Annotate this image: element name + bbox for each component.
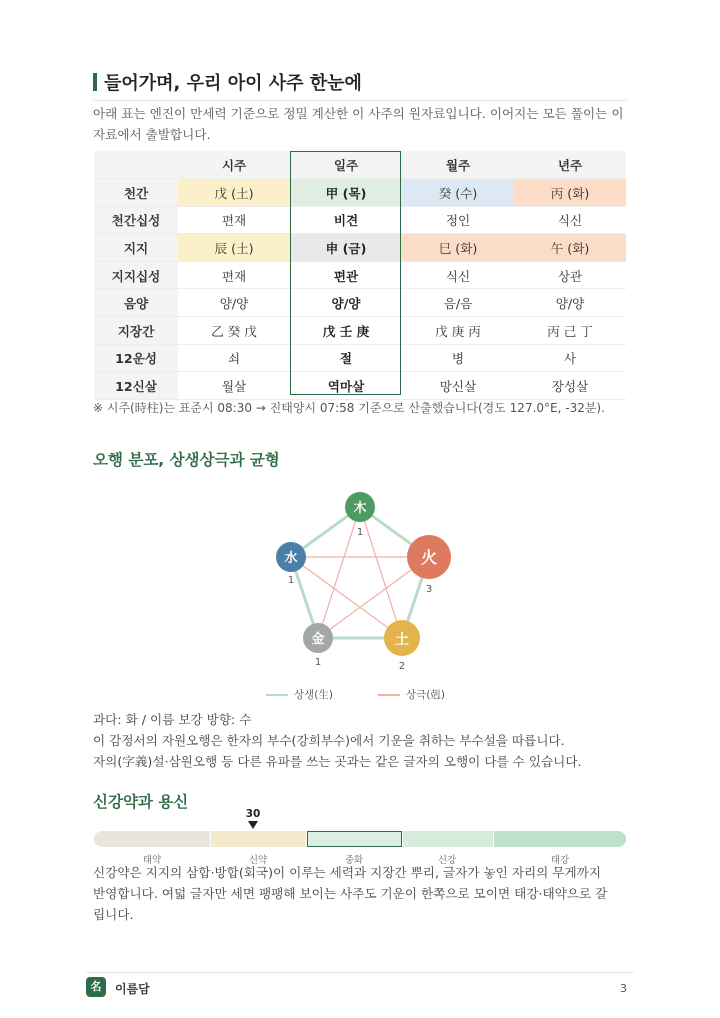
section-title-strength: 신강약과 용신: [93, 793, 189, 811]
table-cell: 음/음: [402, 289, 514, 317]
table-cell: 乙 癸 戊: [178, 316, 290, 344]
legend-control: [378, 687, 445, 702]
strength-segment-sinyak: [211, 831, 306, 847]
table-header-row: [94, 151, 626, 179]
brand-name: 이름담: [115, 982, 150, 996]
table-cell: 辰 (土): [178, 234, 290, 262]
table-row: [94, 344, 626, 372]
table-row: [94, 261, 626, 289]
table-cell: 양/양: [290, 289, 402, 317]
table-cell: 식신: [514, 206, 626, 234]
column-header: 월주: [402, 151, 514, 179]
water-glyph: 水: [284, 551, 298, 566]
column-header: 년주: [514, 151, 626, 179]
legend-generate: [266, 687, 333, 702]
table-corner: [94, 151, 178, 179]
table-cell: 癸 (수): [402, 179, 514, 207]
title-divider: [93, 100, 627, 101]
strength-segment-taeyak: [94, 831, 210, 847]
earth-count: 2: [398, 661, 406, 672]
fire-glyph: 火: [420, 548, 438, 567]
table-cell: 丙 (화): [514, 179, 626, 207]
strength-desc: 신강약은 지지의 삼합·방합(회국)이 이루는 세력과 지장간 뿌리, 글자가 놓인 자리의 무게까지 반영합니다. 여덟 글자만 세면 팽팽해 보이는 사주도 기운이 한쪽으로 모이면 태강·태약으로 갈립니다.: [93, 865, 608, 922]
table-cell: 상관: [514, 261, 626, 289]
row-label: 지지: [94, 234, 178, 262]
legend-control-swatch: [378, 694, 400, 696]
table-cell: 사: [514, 344, 626, 372]
five-elements-desc-2: 자의(字義)설·삼원오행 등 다른 유파를 쓰는 곳과는 같은 글자의 오행이 다를 수 있습니다.: [93, 754, 582, 769]
column-header: 일주: [290, 151, 402, 179]
row-label: 12운성: [94, 344, 178, 372]
metal-glyph: 金: [311, 632, 325, 647]
fire-count: 3: [425, 584, 433, 595]
table-cell: 절: [290, 344, 402, 372]
strength-marker-icon: [248, 821, 258, 829]
water-count: 1: [287, 575, 295, 586]
row-label: 음양: [94, 289, 178, 317]
table-cell: 편재: [178, 261, 290, 289]
footer-divider: [86, 972, 634, 973]
strength-bar: [94, 831, 626, 847]
table-cell: 戊 壬 庚: [290, 316, 402, 344]
row-label: 지장간: [94, 316, 178, 344]
strength-label-singang: 신강: [437, 855, 457, 866]
table-cell: 午 (화): [514, 234, 626, 262]
wood-count: 1: [356, 527, 364, 538]
table-cell: 역마살: [290, 372, 402, 400]
title-accent-bar: [93, 73, 97, 91]
table-row: [94, 316, 626, 344]
strength-segment-taegang: [494, 831, 626, 847]
table-cell: 丙 己 丁: [514, 316, 626, 344]
table-row: [94, 289, 626, 317]
intro-paragraph: 아래 표는 엔진이 만세력 기준으로 정밀 계산한 이 사주의 원자료입니다. 이어지는 모든 풀이는 이 자료에서 출발합니다.: [93, 106, 624, 142]
five-elements-desc-1: 이 감정서의 자원오행은 한자의 부수(강희부수)에서 기운을 취하는 부수설을 따릅니다.: [93, 733, 565, 748]
table-cell: 甲 (목): [290, 179, 402, 207]
fire-node: [407, 535, 451, 595]
water-node: [276, 542, 306, 586]
table-row: [94, 234, 626, 262]
table-cell: 양/양: [178, 289, 290, 317]
row-label: 지지십성: [94, 261, 178, 289]
excess-line: 과다: 화 / 이름 보강 방향: 수: [93, 712, 252, 727]
table-cell: 월살: [178, 372, 290, 400]
table-row: [94, 179, 626, 207]
earth-glyph: 土: [395, 632, 409, 648]
wood-node: [345, 492, 375, 538]
row-label: 천간: [94, 179, 178, 207]
table-cell: 망신살: [402, 372, 514, 400]
legend-generate-swatch: [266, 694, 288, 696]
strength-segment-singang: [403, 831, 493, 847]
table-cell: 巳 (화): [402, 234, 514, 262]
table-cell: 편재: [178, 206, 290, 234]
strength-label-junghwa: 중화: [344, 855, 364, 866]
table-cell: 戊 庚 丙: [402, 316, 514, 344]
metal-count: 1: [314, 657, 322, 668]
table-cell: 장성살: [514, 372, 626, 400]
table-cell: 쇠: [178, 344, 290, 372]
strength-label-taegang: 태강: [550, 855, 570, 866]
saju-table: [94, 151, 626, 400]
strength-label-taeyak: 태약: [142, 855, 162, 866]
brand-logo: 名: [86, 977, 106, 997]
table-cell: 식신: [402, 261, 514, 289]
legend-control-label: 상극(剋): [406, 689, 445, 701]
wood-glyph: 木: [353, 501, 367, 516]
row-label: 천간십성: [94, 206, 178, 234]
table-cell: 申 (금): [290, 234, 402, 262]
table-cell: 병: [402, 344, 514, 372]
table-row: [94, 206, 626, 234]
strength-value: 30: [245, 808, 261, 820]
section-title-five-elements: 오행 분포, 상생상극과 균형: [93, 451, 280, 469]
table-cell: 戊 (土): [178, 179, 290, 207]
strength-label-sinyak: 신약: [248, 855, 268, 866]
page-title: 들어가며, 우리 아이 사주 한눈에: [104, 73, 362, 94]
table-cell: 양/양: [514, 289, 626, 317]
five-elements-diagram: [250, 486, 470, 676]
table-cell: 편관: [290, 261, 402, 289]
metal-node: [303, 623, 333, 668]
column-header: 시주: [178, 151, 290, 179]
table-cell: 비견: [290, 206, 402, 234]
page-number: 3: [620, 982, 627, 995]
legend-generate-label: 상생(生): [294, 689, 333, 701]
strength-segment-junghwa: [307, 831, 402, 847]
row-label: 12신살: [94, 372, 178, 400]
table-cell: 정인: [402, 206, 514, 234]
earth-node: [384, 620, 420, 672]
table-note: ※ 시주(時柱)는 표준시 08:30 → 진태양시 07:58 기준으로 산출했습니다(경도 127.0°E, -32분).: [93, 401, 605, 415]
table-row: [94, 372, 626, 400]
